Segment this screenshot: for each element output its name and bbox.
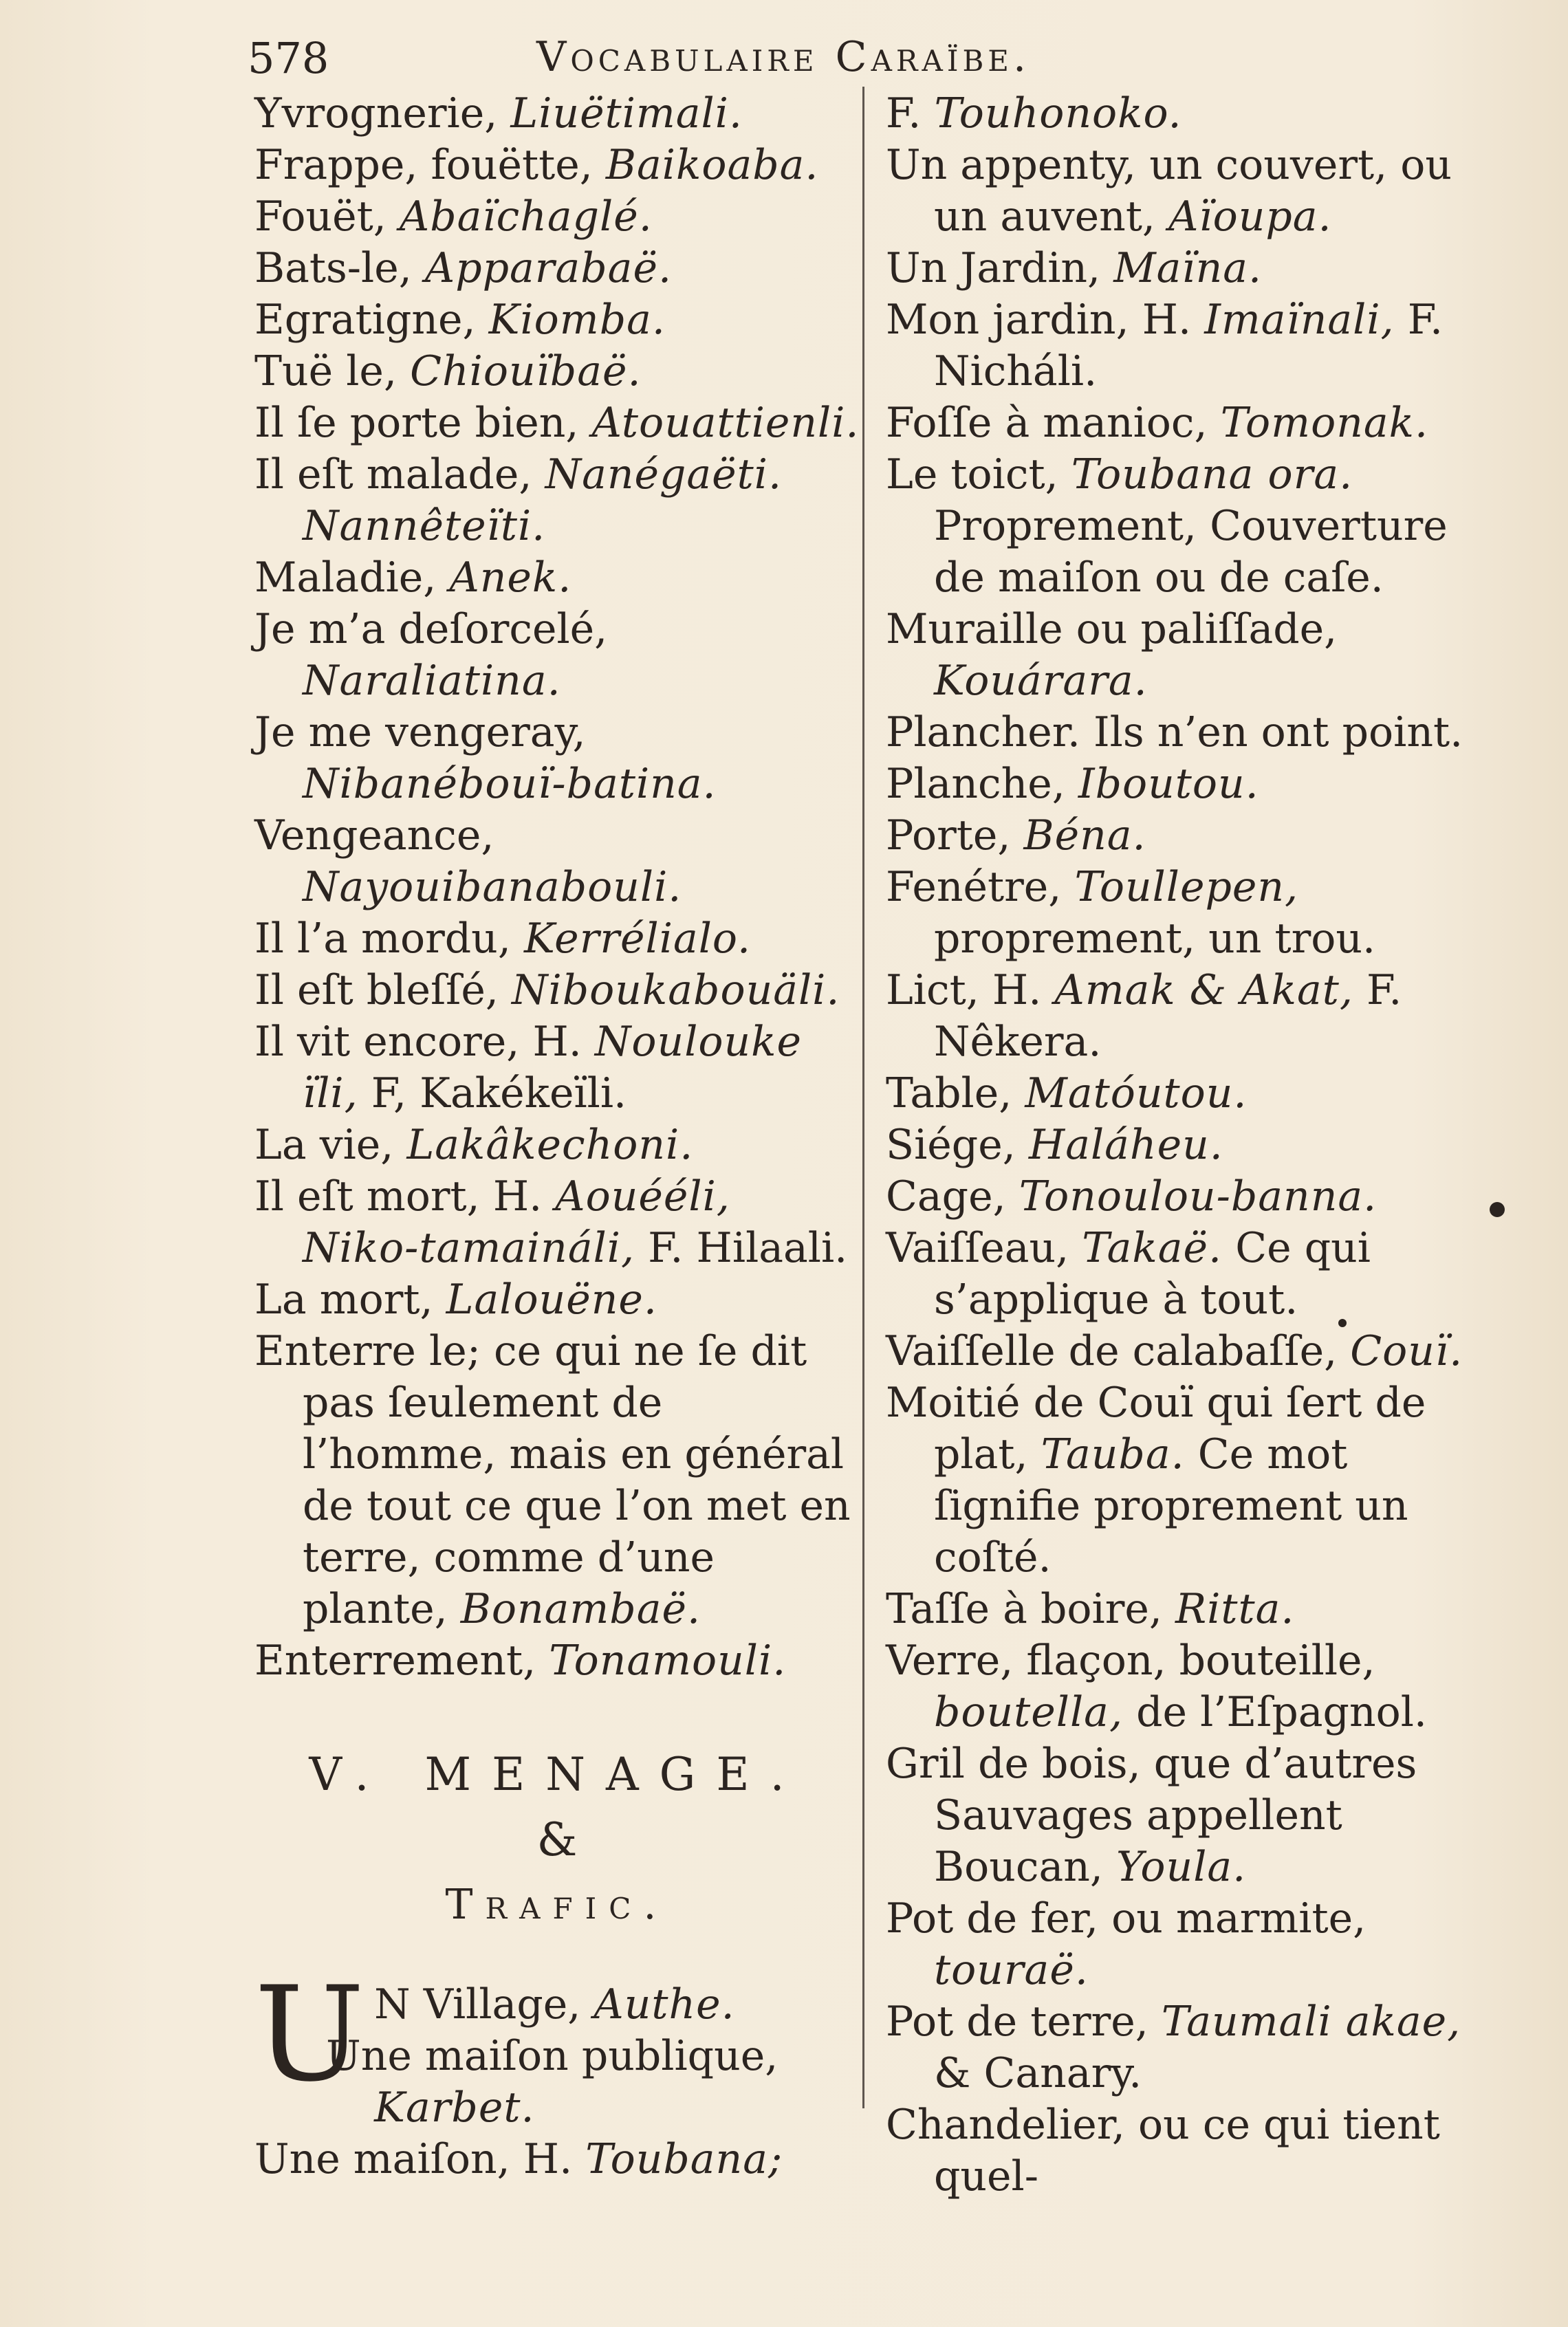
vocabulary-entry	[254, 1274, 860, 1326]
carib-word: Lalouëne.	[446, 1276, 657, 1324]
carib-word: Niboukabouäli.	[512, 966, 840, 1014]
entry-continuation: de l’Eſpagnol.	[1136, 1688, 1427, 1736]
french-term: La vie,	[254, 1121, 394, 1169]
carib-word: Bonambaë.	[460, 1585, 701, 1633]
vocabulary-entry	[886, 1119, 1505, 1171]
right-column	[886, 88, 1505, 2203]
vocabulary-entry	[886, 1068, 1505, 1119]
carib-word: Anek.	[449, 554, 572, 602]
page-header	[248, 28, 1527, 89]
french-term: Un appenty, un couvert, ou un auvent,	[886, 141, 1452, 241]
french-term: Tuë le,	[254, 347, 398, 395]
carib-word: Toullepen,	[1074, 863, 1299, 911]
drop-cap: U	[254, 1958, 365, 2110]
french-term: Siége,	[886, 1121, 1016, 1169]
french-term: Planche,	[886, 760, 1065, 808]
french-term: Le toict,	[886, 450, 1058, 499]
french-term: Maladie,	[254, 554, 437, 602]
french-term: Il vit encore, H.	[254, 1018, 582, 1066]
carib-word: Ritta.	[1175, 1585, 1295, 1633]
carib-word: Béna.	[1023, 811, 1146, 860]
vocabulary-entry	[886, 449, 1505, 604]
carib-word: Touhonoko.	[934, 89, 1182, 138]
carib-word: Tonamouli.	[549, 1637, 787, 1685]
french-term: Gril de bois, que d’autres Sauvages appellent Boucan,	[886, 1740, 1417, 1891]
french-term: Verre, flaçon, bouteille,	[886, 1637, 1375, 1685]
french-term: Table,	[886, 1069, 1012, 1117]
french-term: Il eſt mort, H.	[254, 1172, 543, 1221]
french-term: Pot de terre,	[886, 1998, 1148, 2046]
left-after-section-list	[254, 1958, 860, 2185]
carib-word: Liuëtimali.	[510, 89, 743, 138]
vocabulary-entry	[254, 913, 860, 965]
vocabulary-entry	[254, 604, 860, 707]
section-subtitle: Trafic.	[445, 1881, 669, 1929]
carib-word: Aouééli, Niko-tamaináli,	[303, 1172, 730, 1272]
entry-continuation: proprement, un trou.	[934, 915, 1376, 963]
carib-word: Karbet.	[374, 2084, 535, 2132]
section-title: V. MENAGE.	[309, 1748, 805, 1801]
carib-word: Naraliatina.	[303, 657, 561, 705]
vocabulary-entry	[254, 243, 860, 294]
vocabulary-entry	[886, 1171, 1505, 1223]
section-ampersand: &	[536, 1813, 578, 1866]
carib-word: Taumali akae,	[1161, 1998, 1461, 2046]
vocabulary-entry	[886, 1893, 1505, 1996]
carib-word: Toubana ora.	[1071, 450, 1353, 499]
french-term: Egratigne,	[254, 296, 476, 344]
carib-word: Couï.	[1350, 1327, 1463, 1375]
french-term: Cage,	[886, 1172, 1006, 1221]
french-term: Une maiſon publique,	[326, 2032, 778, 2080]
french-term: Moitié de Couï qui ſert de plat,	[886, 1379, 1426, 1478]
french-term: Une maiſon, H.	[254, 2135, 573, 2183]
vocabulary-entry	[254, 552, 860, 604]
carib-word: Nayouibanabouli.	[303, 863, 682, 911]
carib-word: Takaë.	[1082, 1224, 1223, 1272]
vocabulary-entry	[886, 965, 1505, 1068]
carib-word: Apparabaë.	[424, 244, 673, 292]
carib-word: Maïna.	[1113, 244, 1263, 292]
vocabulary-entry	[254, 191, 860, 243]
french-term: Foſſe à manioc,	[886, 399, 1208, 447]
vocabulary-entry	[886, 1738, 1505, 1893]
french-term: F.	[886, 89, 922, 138]
vocabulary-entry	[254, 140, 860, 191]
french-term: Porte,	[886, 811, 1011, 860]
carib-word: Tauba.	[1041, 1430, 1185, 1478]
french-term: Taſſe à boire,	[886, 1585, 1162, 1633]
carib-word: Abaïchaglé.	[399, 193, 653, 241]
vocabulary-entry	[254, 346, 860, 397]
french-term: Fouët,	[254, 193, 386, 241]
vocabulary-entry	[254, 810, 860, 913]
vocabulary-entry	[254, 1171, 860, 1274]
vocabulary-entry	[886, 862, 1505, 965]
carib-word: Authe.	[594, 1980, 735, 2029]
french-term: Frappe, fouëtte,	[254, 141, 593, 189]
vocabulary-entry	[254, 449, 860, 552]
vocabulary-entry	[886, 397, 1505, 449]
column-divider	[862, 87, 864, 2108]
french-term: Enterre le; ce qui ne ſe dit pas ſeulement de l’homme, mais en général de tout ce que l’on met en terre, comme d’une plante,	[254, 1327, 851, 1633]
entry-continuation: Ce mot ſignifie proprement un coſté.	[934, 1430, 1408, 1582]
vocabulary-entry	[886, 1996, 1505, 2099]
carib-word: Matóutou.	[1025, 1069, 1248, 1117]
french-term: Yvrognerie,	[254, 89, 498, 138]
vocabulary-entry	[886, 1326, 1505, 1377]
vocabulary-entry	[886, 1635, 1505, 1738]
carib-word: Kerrélialo.	[523, 915, 752, 963]
page-number: 578	[248, 33, 329, 83]
carib-word: Kiomba.	[488, 296, 666, 344]
vocabulary-entry	[886, 88, 1505, 140]
french-term: Il eſt malade,	[254, 450, 532, 499]
carib-word: Imaïnali,	[1204, 296, 1395, 344]
entry-continuation: Ce qui s’applique à tout.	[934, 1224, 1371, 1324]
carib-word: Noulouke ïli,	[303, 1018, 803, 1117]
ink-spot	[1490, 1202, 1505, 1217]
vocabulary-entry	[254, 707, 860, 810]
carib-word: Iboutou.	[1078, 760, 1259, 808]
vocabulary-entry	[254, 965, 860, 1016]
carib-word: Haláheu.	[1028, 1121, 1223, 1169]
french-term: Mon jardin, H.	[886, 296, 1192, 344]
carib-word: Kouárara.	[934, 657, 1148, 705]
french-term: Pot de fer, ou marmite,	[886, 1894, 1366, 1943]
entry-continuation: Proprement, Couverture de maiſon ou de caſe.	[934, 502, 1448, 602]
french-term: Chandelier, ou ce qui tient quel-	[886, 2101, 1440, 2200]
vocabulary-entry	[886, 140, 1505, 243]
french-term: La mort,	[254, 1276, 433, 1324]
french-term: N Village,	[374, 1980, 581, 2029]
carib-word: Youla.	[1116, 1843, 1247, 1891]
vocabulary-entry	[254, 294, 860, 346]
vocabulary-entry	[886, 1584, 1505, 1635]
vocabulary-entry	[254, 2134, 860, 2185]
left-entry-list	[254, 88, 860, 1687]
french-term: Muraille ou paliſſade,	[886, 605, 1338, 653]
french-term: Je m’a deſorcelé,	[254, 605, 608, 653]
entry-continuation: & Canary.	[934, 2049, 1142, 2097]
right-entry-list	[886, 88, 1505, 2203]
vocabulary-entry	[886, 294, 1505, 397]
carib-word: Toubana;	[585, 2135, 783, 2183]
carib-word: Lakâkechoni.	[406, 1121, 694, 1169]
french-term: Bats-le,	[254, 244, 412, 292]
carib-word: Tomonak.	[1220, 399, 1429, 447]
carib-word: Aïoupa.	[1168, 193, 1332, 241]
entry-continuation: F, Kakékeïli.	[371, 1069, 627, 1117]
carib-word: Amak & Akat,	[1054, 966, 1353, 1014]
french-term: Vaiſſeau,	[886, 1224, 1069, 1272]
vocabulary-entry	[254, 1119, 860, 1171]
vocabulary-entry	[886, 1223, 1505, 1326]
vocabulary-entry	[254, 1016, 860, 1119]
vocabulary-entry	[254, 1635, 860, 1687]
french-term: Il eſt bleſſé,	[254, 966, 499, 1014]
french-term: Lict, H.	[886, 966, 1042, 1014]
french-term: Vaiſſelle de calabaſſe,	[886, 1327, 1338, 1375]
vocabulary-entry	[886, 758, 1505, 810]
french-term: Enterrement,	[254, 1637, 536, 1685]
vocabulary-entry	[254, 397, 860, 449]
entry-continuation: F. Nêkera.	[934, 966, 1402, 1066]
entry-continuation: F. Hilaali.	[648, 1224, 848, 1272]
vocabulary-entry	[886, 2099, 1505, 2203]
vocabulary-entry	[254, 1326, 860, 1635]
carib-word: Nibanébouï-batina.	[303, 760, 717, 808]
french-term: Je me vengeray,	[254, 708, 586, 756]
vocabulary-entry	[886, 810, 1505, 862]
french-term: Un Jardin,	[886, 244, 1101, 292]
carib-word: boutella,	[934, 1688, 1124, 1736]
carib-word: Tonoulou-banna.	[1019, 1172, 1378, 1221]
vocabulary-entry	[886, 243, 1505, 294]
carib-word: Nanégaëti. Nannêteïti.	[303, 450, 783, 550]
vocabulary-entry	[254, 88, 860, 140]
entry-continuation: F. Nicháli.	[934, 296, 1444, 395]
ink-spot	[1338, 1319, 1347, 1327]
left-column	[254, 88, 860, 2185]
carib-word: Atouattienli.	[591, 399, 860, 447]
running-title: Vocabulaire Caraïbe.	[536, 33, 1031, 81]
french-term: Il ſe porte bien,	[254, 399, 579, 447]
carib-word: touraë.	[934, 1946, 1089, 1994]
french-term: Il l’a mordu,	[254, 915, 511, 963]
french-term: Fenétre,	[886, 863, 1062, 911]
french-term: Vengeance,	[254, 811, 494, 860]
vocabulary-entry	[886, 604, 1505, 707]
french-term: Plancher. Ils n’en ont point.	[886, 708, 1463, 756]
vocabulary-entry	[886, 707, 1505, 758]
carib-word: Baikoaba.	[605, 141, 819, 189]
carib-word: Chiouïbaë.	[410, 347, 642, 395]
vocabulary-entry	[886, 1377, 1505, 1584]
